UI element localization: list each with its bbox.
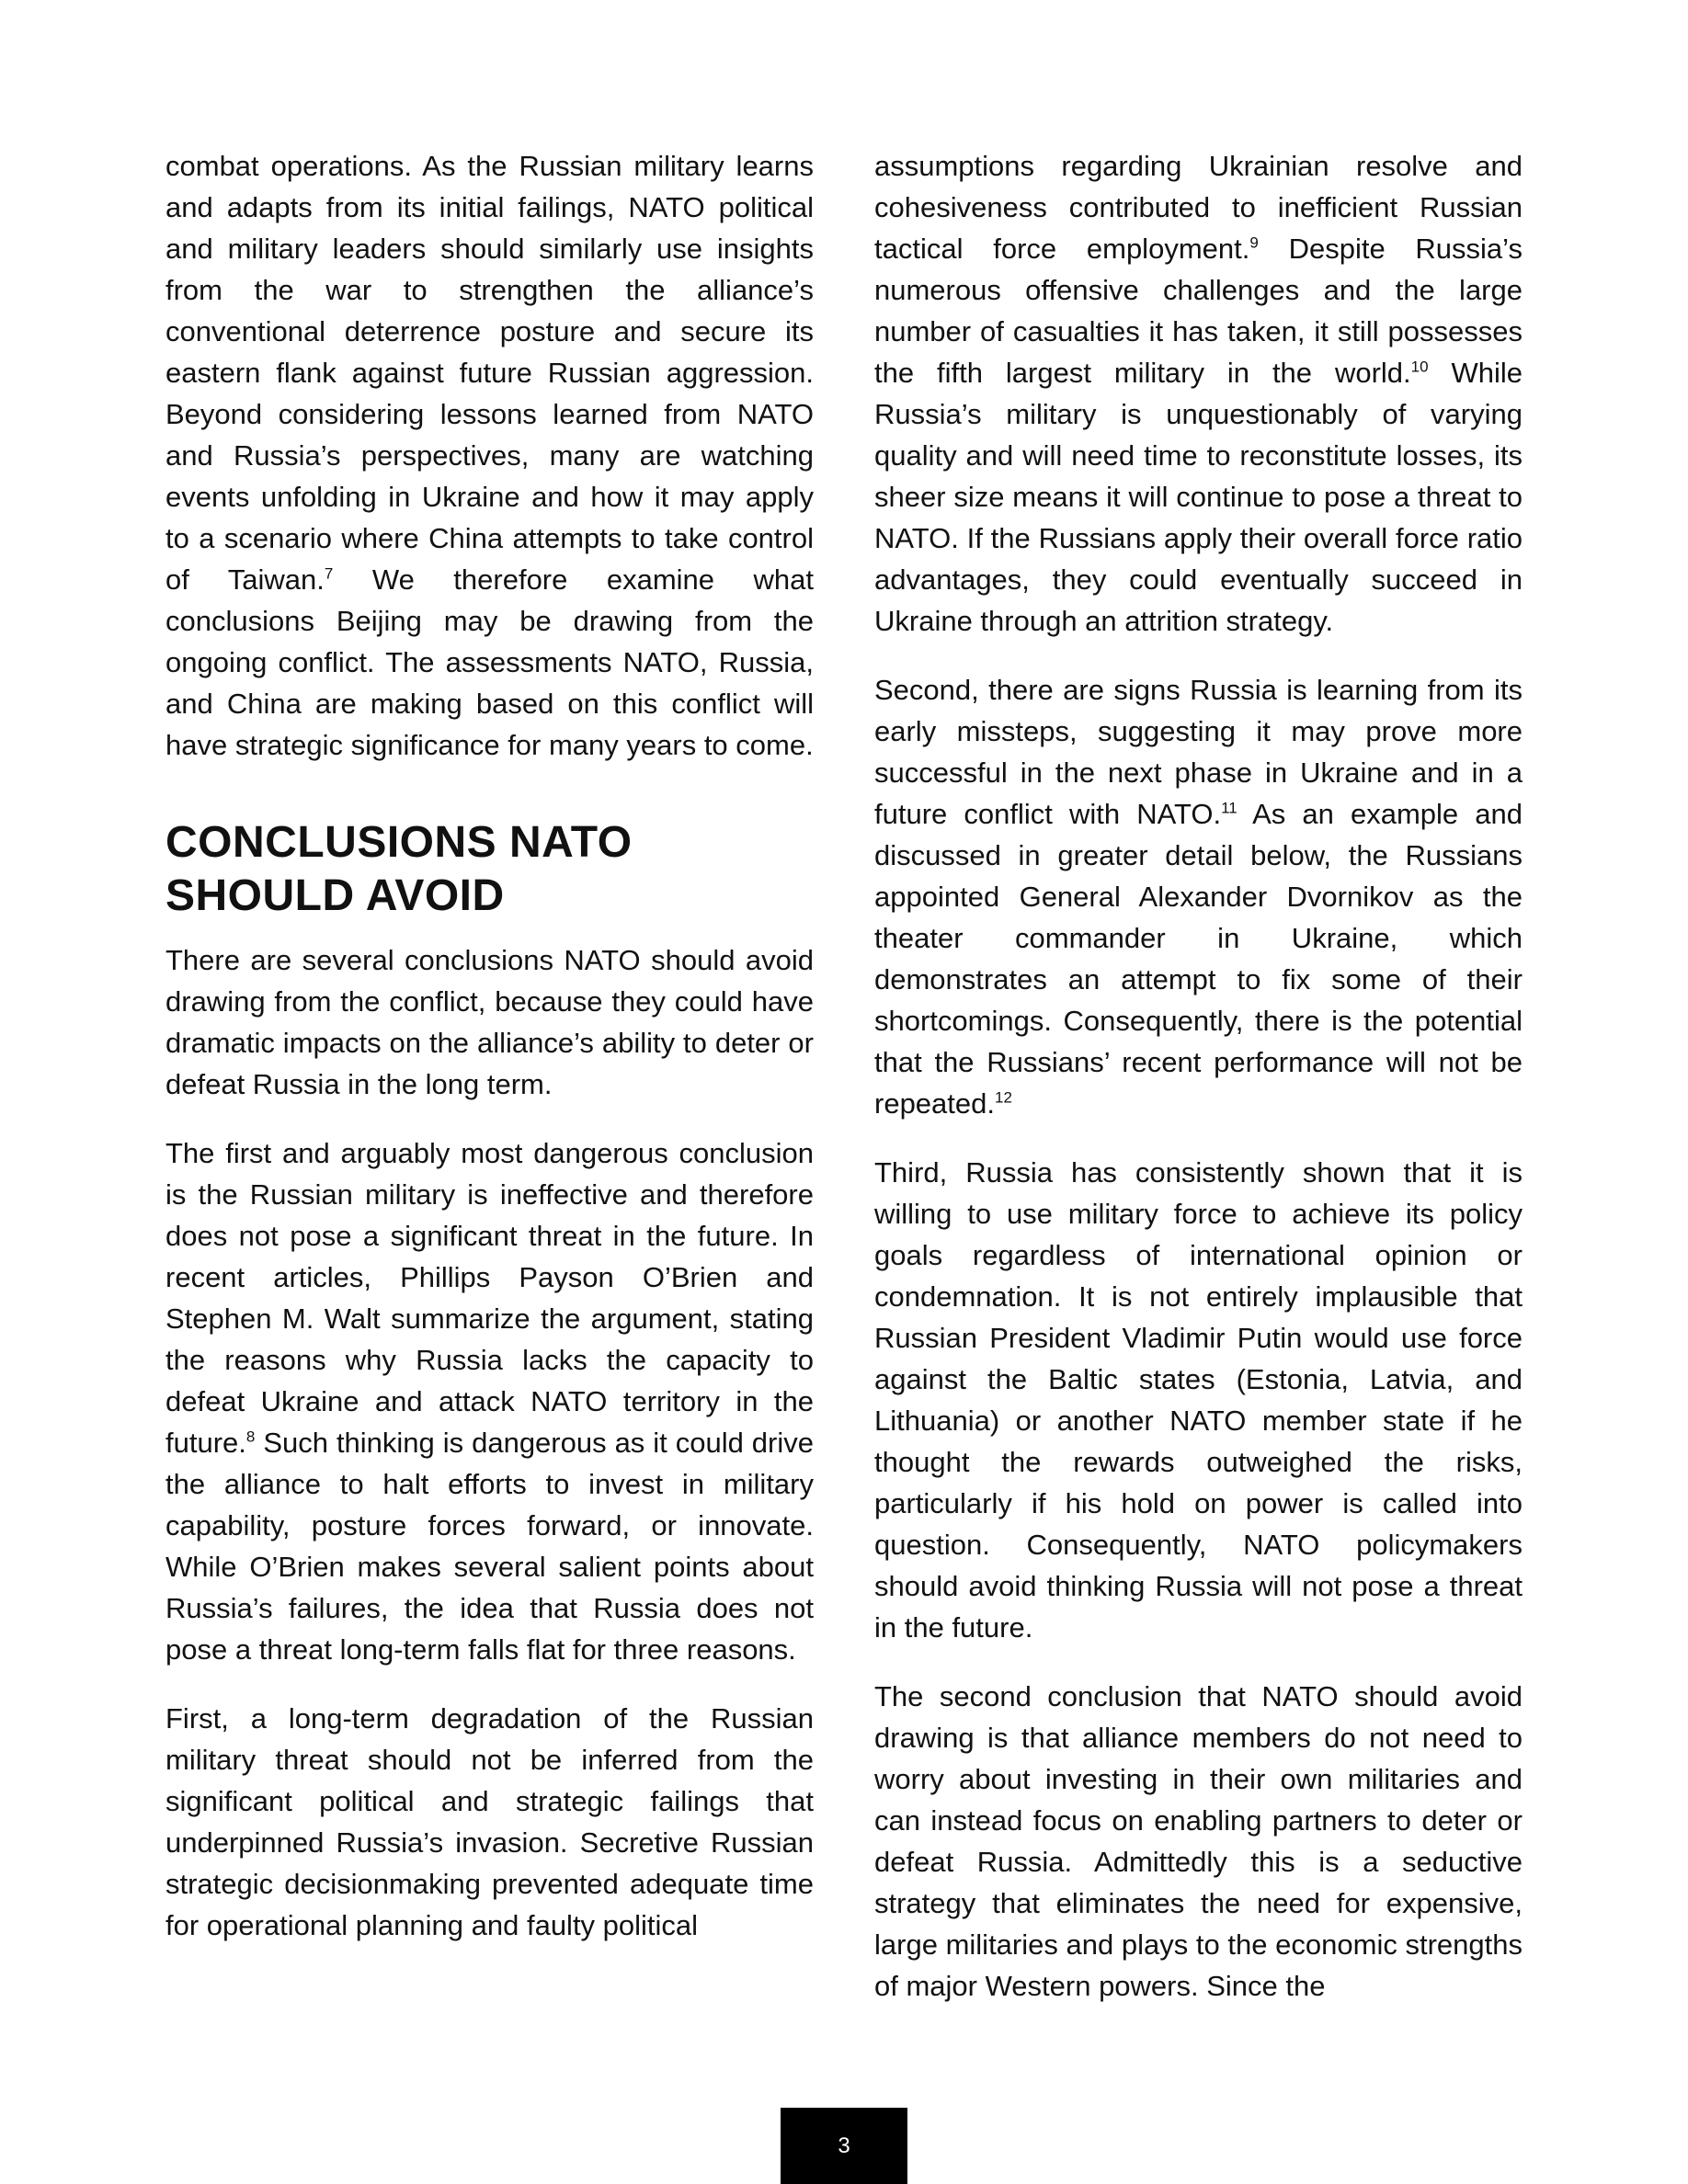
page-number-badge [781,2108,907,2184]
section-heading: CONCLUSIONS NATO SHOULD AVOID [165,818,633,920]
paragraph-text: While Russia’s military is unquestionably of varying quality and will need time to reconstitute losses, its sheer size means it will continue to pose a threat to NATO. If the Russians apply their overall force ratio advantages, they could eventually succeed in Ukraine through an attrition strategy. [874,357,1523,637]
page-number: 3 [838,2133,850,2158]
body-paragraph [165,145,814,766]
paragraph-text: assumptions regarding Ukrainian resolve and cohesiveness contributed to inefficient Russian tactical force employment. [874,150,1523,265]
paragraph-text: As an example and discussed in greater detail below, the Russians appointed General Alexander Dvornikov as the theater commander in Ukraine, which demonstrates an attempt to fix some of their shortcomings. Consequently, there is the potential that the Russians’ recent performance will not be repeated. [874,798,1523,1120]
footnote-ref[interactable]: 9 [1249,233,1259,252]
footnote-ref[interactable]: 11 [1221,799,1237,817]
paragraph-text: We therefore examine what conclusions Beijing may be drawing from the ongoing conflict. The assessments NATO, Russia, and China are making based on this conflict will have strategic significance for many years to come. [165,563,815,761]
footnote-ref[interactable]: 12 [995,1088,1012,1107]
body-paragraph: The second conclusion that NATO should avoid drawing is that alliance members do not need to worry about investing in their own militaries and can instead focus on enabling partners to deter or defeat Russia. Admittedly this is a seductive strategy that eliminates the need for expensive, large militaries and plays to the economic strengths of major Western powers. Since the [874,1680,1523,2002]
footnote-ref[interactable]: 7 [324,564,334,583]
body-paragraph [874,145,1523,642]
paragraph-text: Despite Russia’s numerous offensive challenges and the large number of casualties it has taken, it still possesses the fifth largest military in the world. [874,233,1523,389]
left-column [165,145,814,1974]
paragraph-text: The first and arguably most dangerous conclusion is the Russian military is ineffective and therefore does not pose a significant threat in the future. In recent articles, Phillips Payson O’Brien and Stephen M. Walt summarize the argument, stating the reasons why Russia lacks the capacity to defeat Ukraine and attack NATO territory in the future. [165,1137,814,1459]
body-paragraph [874,669,1523,1124]
right-column [874,145,1523,2034]
body-paragraph: First, a long-term degradation of the Russian military threat should not be inferred from the significant political and strategic failings that underpinned Russia’s invasion. Secretive Russian strategic decisionmaking prevented adequate time for operational planning and faulty political [165,1702,814,1941]
body-paragraph: Third, Russia has consistently shown that it is willing to use military force to achieve its policy goals regardless of international opinion or condemnation. It is not entirely implausible that Russian President Vladimir Putin would use force against the Baltic states (Estonia, Latvia, and Lithuania) or another NATO member state if he thought the rewards outweighed the risks, particularly if his hold on power is called into question. Consequently, NATO policymakers should avoid thinking Russia will not pose a threat in the future. [874,1156,1523,1644]
paragraph-text: Such thinking is dangerous as it could drive the alliance to halt efforts to invest in military capability, posture forces forward, or innovate. While O’Brien makes several salient points about Russia’s failures, the idea that Russia does not pose a threat long-term falls flat for three reasons. [165,1427,814,1666]
paragraph-text: Second, there are signs Russia is learning from its early missteps, suggesting it may prove more successful in the next phase in Ukraine and in a future conflict with NATO. [874,674,1523,830]
paragraph-text: combat operations. As the Russian military learns and adapts from its initial failings, NATO political and military leaders should similarly use insights from the war to strengthen the alliance’s conventional deterrence posture and secure its eastern flank against future Russian aggression. Beyond considering lessons learned from NATO and Russia’s perspectives, many are watching events unfolding in Ukraine and how it may apply to a scenario where China attempts to take control of Taiwan. [165,150,814,596]
footnote-ref[interactable]: 8 [245,1428,256,1446]
body-paragraph [165,1132,814,1670]
footnote-ref[interactable]: 10 [1410,358,1429,376]
body-paragraph: There are several conclusions NATO should avoid drawing from the conflict, because they could have dramatic impacts on the alliance’s ability to deter or defeat Russia in the long term. [165,944,814,1100]
